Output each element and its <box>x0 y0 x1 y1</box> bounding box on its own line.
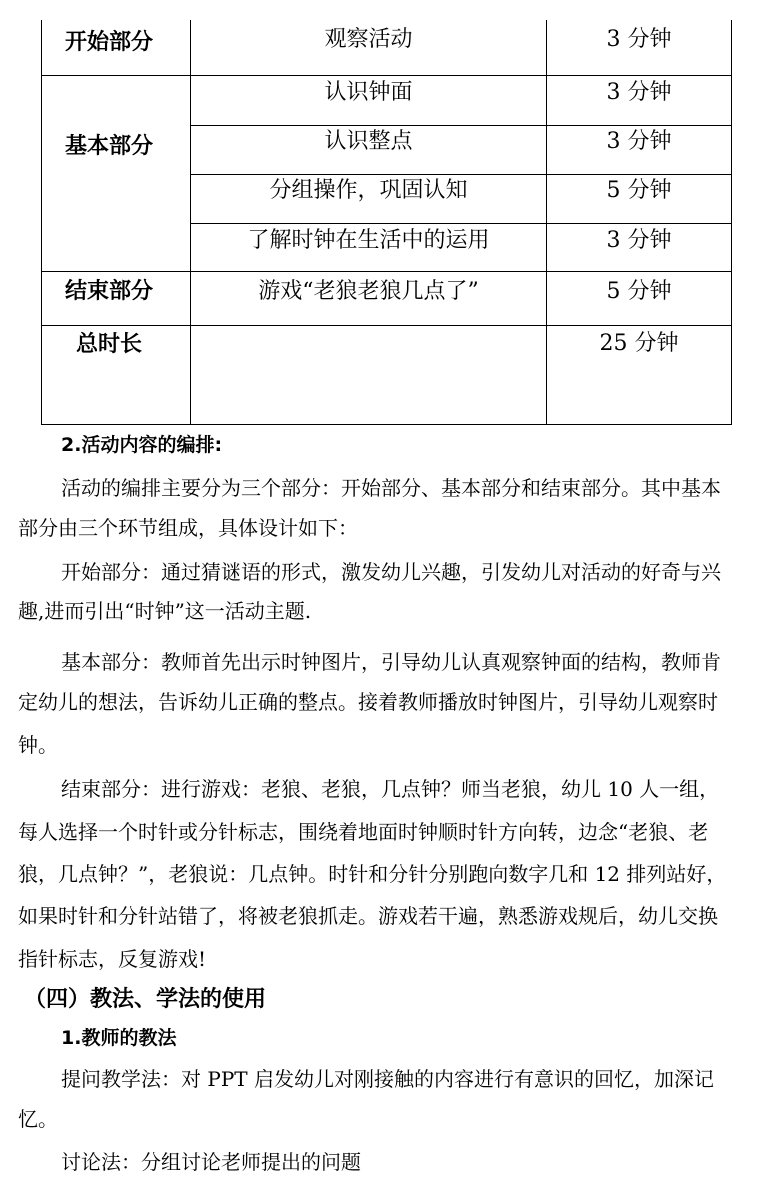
paragraph-line: 基本部分：教师首先出示时钟图片，引导幼儿认真观察钟面的结构，教师肯 <box>61 650 721 674</box>
paragraph-line: 如果时针和分针站错了，将被老狼抓走。游戏若干遍，熟悉游戏规后，幼儿交换 <box>18 904 718 928</box>
paragraph-line: 忆。 <box>18 1107 58 1131</box>
activity-observe: 观察活动 <box>324 27 413 52</box>
activity-whole-hour: 认识整点 <box>324 129 413 154</box>
duration-cell: 3 分钟 <box>606 129 672 154</box>
paragraph-line: 部分由三个环节组成，具体设计如下： <box>18 516 358 540</box>
schedule-table <box>41 20 732 425</box>
section-basic: 基本部分 <box>65 134 154 159</box>
table-row-line <box>41 271 732 272</box>
paragraph-line: 狼，几点钟？”，老狼说：几点钟。时针和分针分别跑向数字几和 12 排列站好， <box>18 862 727 886</box>
paragraph-line: 指针标志，反复游戏! <box>18 947 207 971</box>
paragraph-line: 活动的编排主要分为三个部分：开始部分、基本部分和结束部分。其中基本 <box>61 476 721 500</box>
activity-group-operation: 分组操作，巩固认知 <box>269 178 468 203</box>
paragraph-line: 钟。 <box>18 733 58 757</box>
paragraph-line: 结束部分：进行游戏：老狼、老狼，几点钟？师当老狼，幼儿 10 人一组， <box>61 777 720 801</box>
table-row-line <box>190 125 732 126</box>
paragraph-line: 定幼儿的想法，告诉幼儿正确的整点。接着教师播放时钟图片，引导幼儿观察时 <box>18 690 718 714</box>
section-end: 结束部分 <box>65 279 154 304</box>
duration-cell: 3 分钟 <box>606 27 672 52</box>
table-row-line <box>41 325 732 326</box>
table-row-line <box>41 75 732 76</box>
paragraph-line: 每人选择一个时针或分针标志，围绕着地面时钟顺时针方向转，边念“老狼、老 <box>18 820 709 844</box>
section-start: 开始部分 <box>65 30 154 55</box>
heading-arrangement: 2.活动内容的编排: <box>61 434 223 456</box>
duration-cell: 3 分钟 <box>606 80 672 105</box>
duration-total: 25 分钟 <box>599 331 679 356</box>
duration-cell: 5 分钟 <box>606 279 672 304</box>
table-border-bottom <box>41 424 732 425</box>
heading-methods: （四）教法、学法的使用 <box>24 987 267 1012</box>
table-row-line <box>190 223 732 224</box>
section-total: 总时长 <box>76 332 143 357</box>
paragraph-line: 提问教学法：对 PPT 启发幼儿对刚接触的内容进行有意识的回忆，加深记 <box>61 1067 714 1091</box>
table-row-line <box>190 174 732 175</box>
heading-teacher-methods: 1.教师的教法 <box>61 1027 177 1049</box>
table-border-left <box>41 20 42 425</box>
duration-cell: 3 分钟 <box>606 228 672 253</box>
activity-clock-in-life: 了解时钟在生活中的运用 <box>247 228 490 253</box>
activity-clock-face: 认识钟面 <box>324 80 413 105</box>
duration-cell: 5 分钟 <box>606 178 672 203</box>
paragraph-line: 趣,进而引出“时钟”这一活动主题. <box>18 599 312 623</box>
paragraph-line: 讨论法：分组讨论老师提出的问题 <box>61 1150 361 1174</box>
paragraph-line: 开始部分：通过猜谜语的形式，激发幼儿兴趣，引发幼儿对活动的好奇与兴 <box>61 560 721 584</box>
activity-game: 游戏“老狼老狼几点了” <box>258 279 479 304</box>
